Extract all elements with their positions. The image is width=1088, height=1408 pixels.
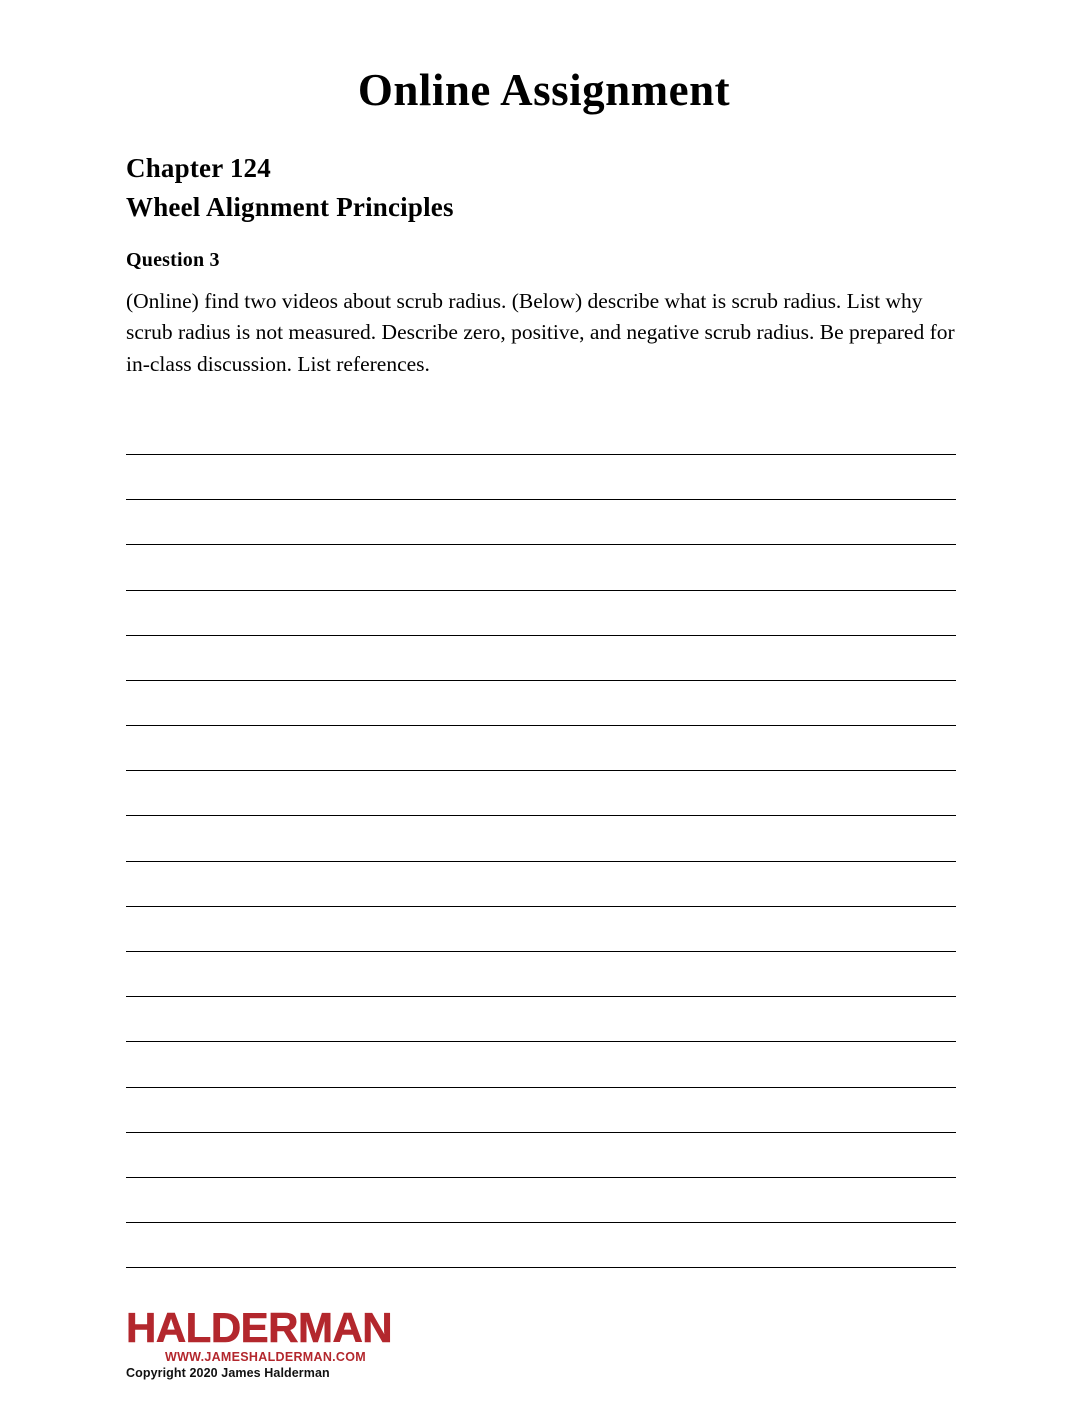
answer-line[interactable] xyxy=(126,410,956,455)
answer-line[interactable] xyxy=(126,907,956,952)
chapter-number: Chapter 124 xyxy=(126,153,271,183)
answer-line[interactable] xyxy=(126,591,956,636)
question-text: (Online) find two videos about scrub radius. (Below) describe what is scrub radius. List why scrub radius is not measured. Describe zero, positive, and negative scrub radius. Be prepared for in-class discussion. List references. xyxy=(126,289,955,376)
answer-line[interactable] xyxy=(126,681,956,726)
answer-line[interactable] xyxy=(126,771,956,816)
answer-line[interactable] xyxy=(126,952,956,997)
halderman-logo: HALDERMAN xyxy=(126,1304,393,1351)
website-url: WWW.JAMESHALDERMAN.COM xyxy=(164,1350,366,1364)
answer-line[interactable] xyxy=(126,1133,956,1178)
answer-line[interactable] xyxy=(126,997,956,1042)
chapter-heading xyxy=(126,149,1088,227)
answer-line[interactable] xyxy=(126,816,956,861)
answer-line[interactable] xyxy=(126,862,956,907)
answer-line[interactable] xyxy=(126,726,956,771)
answer-line[interactable] xyxy=(126,1088,956,1133)
answer-line[interactable] xyxy=(126,1178,956,1223)
copyright-notice: Copyright 2020 James Halderman xyxy=(126,1366,330,1380)
question-label: Question 3 xyxy=(126,249,220,272)
page-title: Online Assignment xyxy=(357,65,731,115)
answer-line[interactable] xyxy=(126,500,956,545)
answer-line[interactable] xyxy=(126,545,956,590)
answer-line[interactable] xyxy=(126,455,956,500)
answer-line[interactable] xyxy=(126,1042,956,1087)
chapter-title: Wheel Alignment Principles xyxy=(126,192,454,223)
answer-line[interactable] xyxy=(126,1223,956,1268)
page-footer xyxy=(126,1304,393,1380)
answer-line[interactable] xyxy=(126,636,956,681)
answer-lines[interactable] xyxy=(126,410,956,1269)
